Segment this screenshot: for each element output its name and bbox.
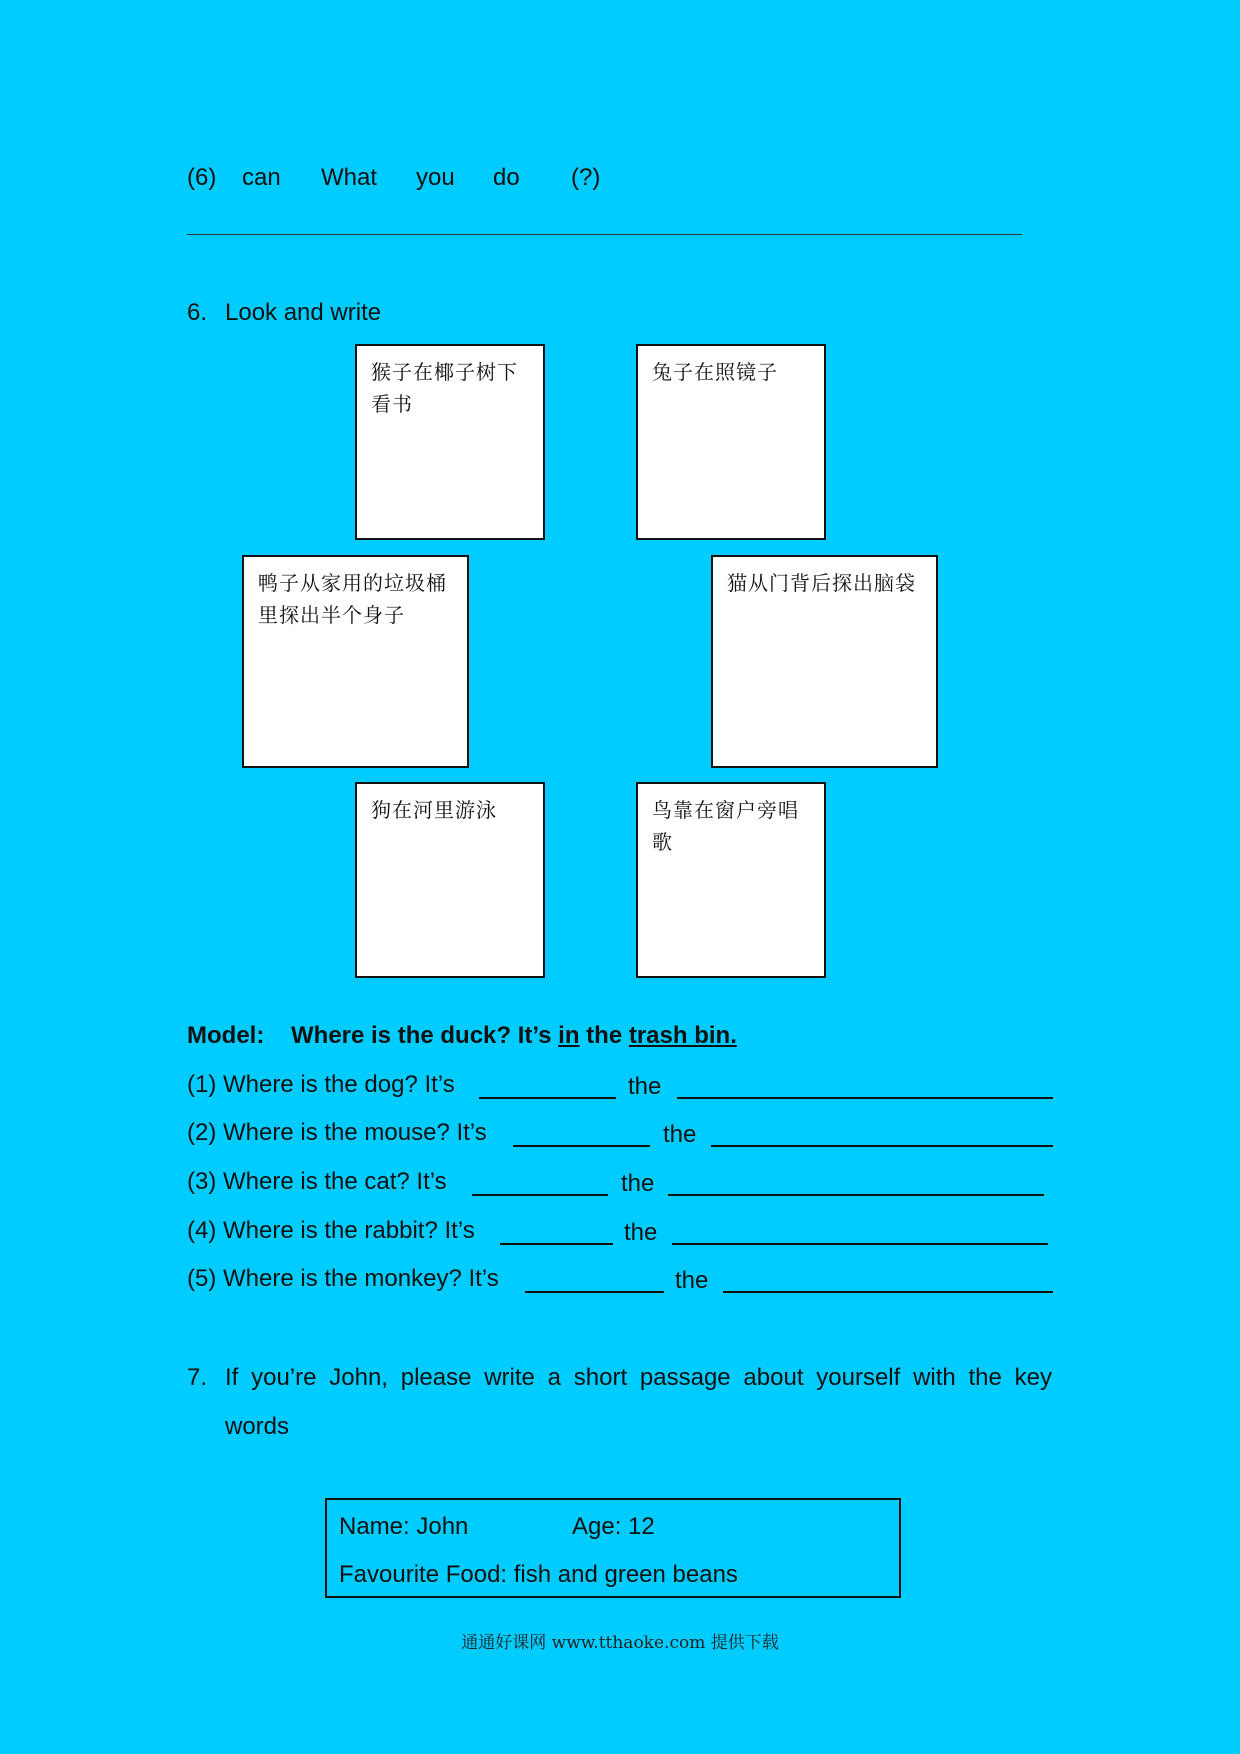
scramble-word: What: [321, 164, 378, 191]
the-word: the: [628, 1073, 662, 1100]
the-word: the: [624, 1219, 658, 1246]
preposition-blank[interactable]: [525, 1291, 664, 1293]
question-number: (1): [187, 1071, 217, 1098]
question-text: Where is the mouse? It’s: [223, 1119, 487, 1146]
place-blank[interactable]: [677, 1097, 1053, 1099]
section-title: Look and write: [225, 299, 382, 326]
question-text: Where is the rabbit? It’s: [223, 1217, 475, 1244]
model-place: trash bin.: [628, 1022, 737, 1049]
question-1: [187, 1071, 455, 1099]
section-number: 6.: [187, 299, 208, 326]
question-3: [187, 1168, 447, 1196]
the-word: the: [663, 1121, 697, 1148]
model-sentence: [187, 1022, 737, 1050]
question-number: (4): [187, 1217, 217, 1244]
scramble-word: can: [242, 164, 281, 191]
footer-source: 通通好课网 www.tthaoke.com 提供下载: [461, 1633, 779, 1653]
scramble-word: you: [416, 164, 455, 191]
picture-box-duck: 鸭子从家用的垃圾桶里探出半个身子: [242, 555, 469, 768]
model-question: Where is the duck? It’s: [291, 1022, 552, 1049]
picture-box-cat: 猫从门背后探出脑袋: [711, 555, 938, 768]
question-2: [187, 1119, 487, 1147]
question-number: (3): [187, 1168, 217, 1195]
place-blank[interactable]: [668, 1194, 1044, 1196]
question-text: Where is the cat? It’s: [223, 1168, 447, 1195]
keyword-food: Favourite Food: fish and green beans: [339, 1561, 738, 1588]
keyword-age: Age: 12: [572, 1513, 655, 1540]
model-the: the: [586, 1022, 623, 1049]
scramble-word: do: [493, 164, 520, 191]
picture-box-monkey: 猴子在椰子树下看书: [355, 344, 545, 540]
question-4: [187, 1217, 475, 1245]
picture-box-rabbit: 兔子在照镜子: [636, 344, 826, 540]
section7-instruction: If you’re John, please write a short passage about yourself with the key: [225, 1364, 1052, 1391]
model-label: Model:: [187, 1022, 265, 1049]
place-blank[interactable]: [711, 1145, 1053, 1147]
question-number: (2): [187, 1119, 217, 1146]
question-text: Where is the monkey? It’s: [223, 1265, 499, 1292]
question-5: [187, 1265, 499, 1293]
keyword-name: Name: John: [339, 1513, 469, 1540]
item-number: (6): [187, 164, 217, 191]
scramble-word: (?): [571, 164, 601, 191]
preposition-blank[interactable]: [513, 1145, 650, 1147]
the-word: the: [621, 1170, 655, 1197]
the-word: the: [675, 1267, 709, 1294]
model-preposition: in: [558, 1022, 580, 1049]
preposition-blank[interactable]: [472, 1194, 608, 1196]
section-number: 7.: [187, 1364, 208, 1391]
preposition-blank[interactable]: [479, 1097, 616, 1099]
question-number: (5): [187, 1265, 217, 1292]
picture-box-dog: 狗在河里游泳: [355, 782, 545, 978]
section7-instruction-cont: words: [225, 1413, 290, 1440]
answer-line: [187, 234, 1022, 235]
place-blank[interactable]: [723, 1291, 1053, 1293]
keywords-box: [325, 1498, 901, 1598]
preposition-blank[interactable]: [500, 1243, 613, 1245]
question-text: Where is the dog? It’s: [223, 1071, 455, 1098]
place-blank[interactable]: [672, 1243, 1048, 1245]
picture-box-bird: 鸟靠在窗户旁唱歌: [636, 782, 826, 978]
